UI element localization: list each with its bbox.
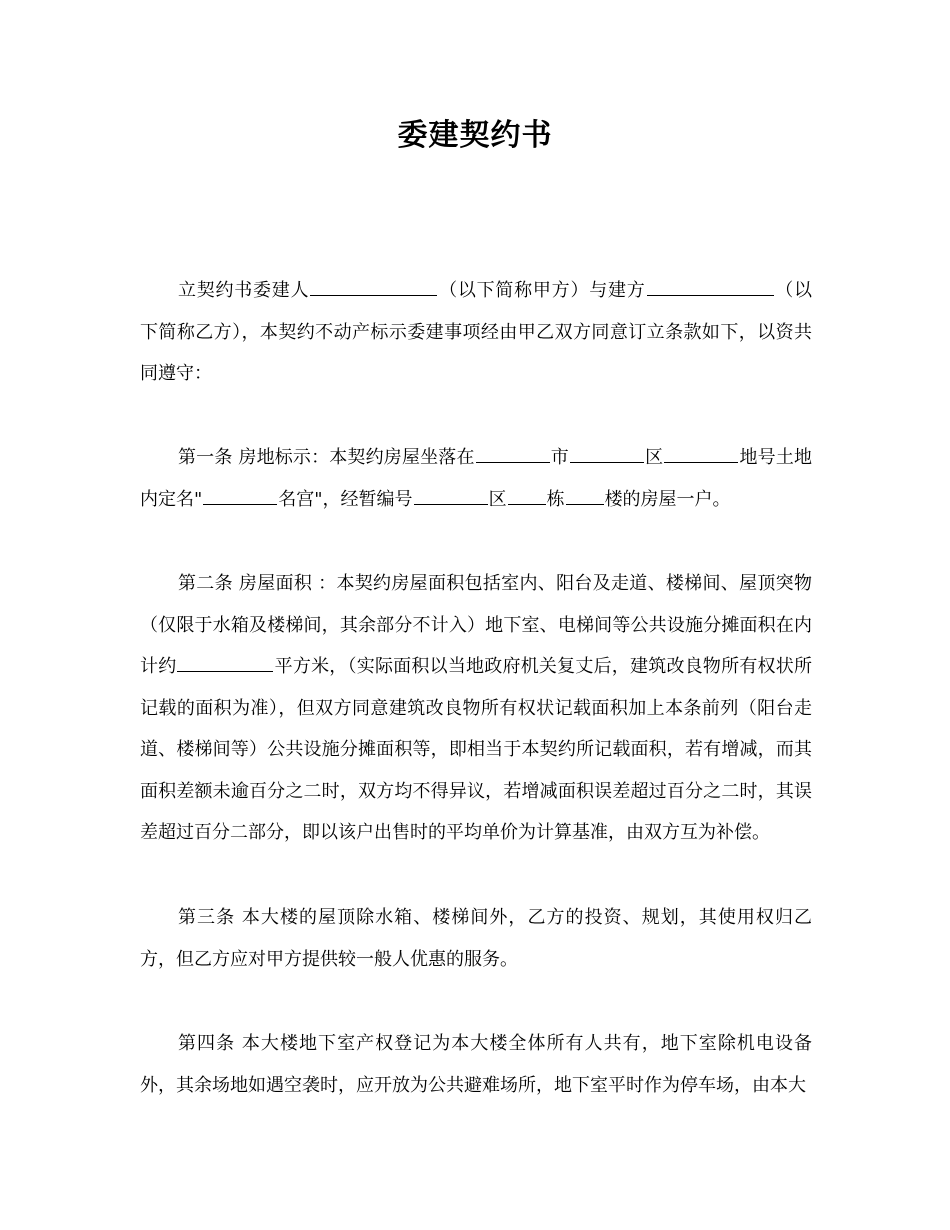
building-name-blank <box>203 486 277 505</box>
article-1-text-1: 第一条 房地标示：本契约房屋坐落在 <box>178 447 475 468</box>
article-1-text-6: 区 <box>488 488 507 510</box>
article-1-paragraph <box>140 437 812 520</box>
area-blank <box>177 653 273 672</box>
article-4-paragraph: 第四条 本大楼地下室产权登记为本大楼全体所有人共有，地下室除机电设备外，其余场地如遇空袭时，应开放为公共避难场所，地下室平时作为停车场，由本大 <box>140 1033 812 1096</box>
article-1-text-2: 市 <box>550 447 569 468</box>
zone-blank <box>414 486 488 505</box>
lot-number-blank <box>664 444 738 463</box>
article-1-text-8: 楼的房屋一户。 <box>604 488 731 510</box>
article-2-text-1: 第二条 房屋面积 ：本契约房屋面积包括室内、阳台及走道、楼梯间、屋顶突物（仅限于水箱及楼梯间，其余部分不计入）地下室、电梯间等公共设施分摊面积在内计约 <box>140 573 812 677</box>
city-blank <box>476 444 550 463</box>
article-2-text-2: 平方米，（实际面积以当地政府机关复丈后，建筑改良物所有权状所记载的面积为准），但双方同意建筑改良物所有权状记载面积加上本条前列（阳台走道、楼梯间等）公共设施分摊面积等，即相当于本契约所记载面积，若有增减，而其面积差额未逾百分之二时，双方均不得异议，若增减面积误差超过百分之二时，其误差超过百分二部分，即以该户出售时的平均单价为计算基准，由双方互为补偿。 <box>140 656 812 843</box>
article-1-text-5: 名宫"，经暂编号 <box>278 488 413 510</box>
district-blank <box>570 444 644 463</box>
party-a-blank <box>310 277 437 296</box>
article-1-text-3: 区 <box>644 447 664 468</box>
intro-paragraph <box>140 270 812 395</box>
article-1-text-7: 栋 <box>546 488 565 510</box>
intro-text-1: 立契约书委建人 <box>178 280 310 301</box>
article-1-text-4: 地号土地内定名" <box>140 447 812 510</box>
intro-text-3: （以下简称乙方），本契约不动产标示委建事项经由甲乙双方同意订立条款如下，以资共同遵守： <box>140 280 813 384</box>
article-3-paragraph: 第三条 本大楼的屋顶除水箱、楼梯间外，乙方的投资、规划，其使用权归乙方，但乙方应对甲方提供较一般人优惠的服务。 <box>140 907 812 970</box>
article-2-paragraph <box>140 563 812 854</box>
party-b-blank <box>647 277 774 296</box>
document-title: 委建契约书 <box>397 118 553 153</box>
block-blank <box>508 486 546 505</box>
floor-blank <box>566 486 604 505</box>
intro-text-2: （以下简称甲方）与建方 <box>438 280 646 301</box>
